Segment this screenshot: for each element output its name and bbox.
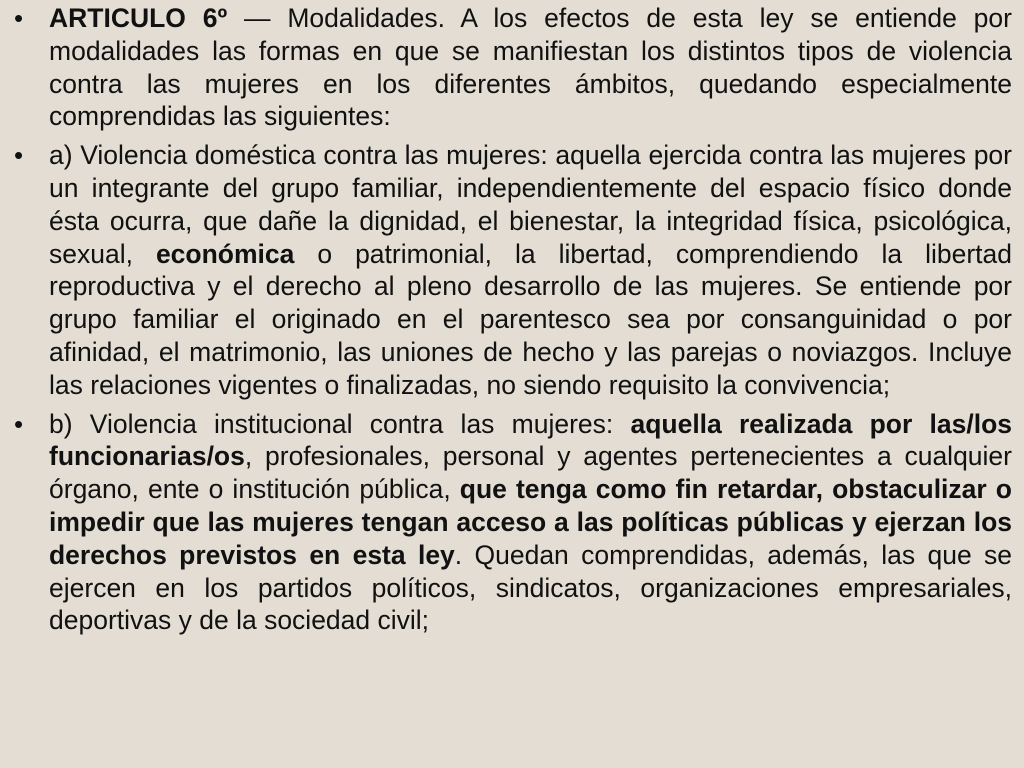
institutional-violence-bold-2: que tenga como fin retardar, obstaculizar o impedir que las mujeres tengan acceso a las políticas públicas y ejerzan los derechos previstos en esta ley [49,474,1012,570]
domestic-violence-bold-1: económica [155,238,295,269]
domestic-violence-text-2: o patrimonial, la libertad, comprendiendo la libertad reproductiva y el derecho al pleno desarrollo de las mujeres. Se entiende por grupo familiar el originado en el parentesco sea por consanguinidad o por afinidad, el matrimonio, las uniones de hecho y las parejas o noviazgos. Incluye las relaciones vigentes o finalizadas, no siendo requisito la convivencia; [49,238,1013,400]
bullet-article-6 [14,2,1012,133]
institutional-violence-text-3: . Quedan comprendidas, además, las que se ejercen en los partidos políticos, sindicatos, organizaciones empresariales, deportivas y de la sociedad civil; [49,539,1013,636]
bullet-institutional-violence [14,408,1012,638]
bullet-icon: • [14,140,24,171]
bullet-icon: • [14,408,24,439]
institutional-violence-text-2: , profesionales, personal y agentes pertenecientes a cualquier órgano, ente o institución pública, [49,441,1012,505]
bullet-domestic-violence [14,139,1012,401]
domestic-violence-text-1: a) Violencia doméstica contra las mujeres: aquella ejercida contra las mujeres por un integrante del grupo familiar, independientemente del espacio físico donde ésta ocurra, que dañe la dignidad, el bienestar, la integridad física, psicológica, sexual, [49,140,1012,269]
bullet-icon: • [14,3,24,33]
article-title: ARTICULO 6º [49,3,228,33]
bullet-list [14,2,1012,637]
article-intro-text: — Modalidades. A los efectos de esta ley se entiende por modalidades las formas en que se manifiestan los distintos tipos de violencia contra las mujeres en los diferentes ámbitos, quedando especialmente comprendidas las siguientes: [49,3,1012,132]
institutional-violence-text-1: b) Violencia institucional contra las mujeres: [49,408,631,439]
institutional-violence-bold-1: aquella realizada por las/los funcionarias/os [49,408,1012,472]
